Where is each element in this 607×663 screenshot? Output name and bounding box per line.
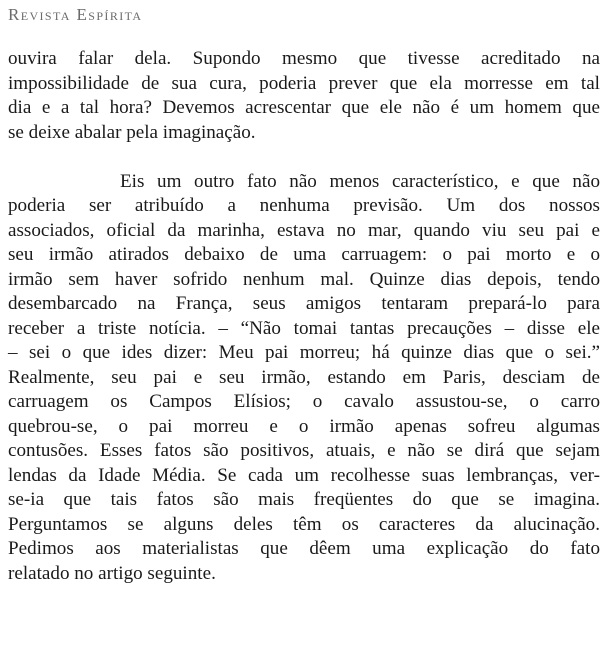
text-line: receber a triste notícia. – “Não tomai tantas precauções – disse ele bbox=[8, 317, 600, 339]
text-line: lendas da Idade Média. Se cada um recolhesse suas lembranças, ver- bbox=[8, 464, 600, 486]
text-line: Pedimos aos materialistas que dêem uma explicação do fato bbox=[8, 538, 600, 559]
text-line: carruagem os Campos Elísios; o cavalo assustou-se, o carro bbox=[8, 391, 600, 412]
text-line: poderia ser atribuído a nenhuma previsão. Um dos nossos bbox=[8, 195, 600, 216]
text-line: ouvira falar dela. Supondo mesmo que tivesse acreditado na bbox=[8, 48, 600, 69]
text-line: se deixe abalar pela imaginação. bbox=[8, 121, 256, 143]
text-line: Eis um outro fato não menos característico, e que não bbox=[120, 170, 600, 192]
text-line: quebrou-se, o pai morreu e o irmão apenas sofreu algumas bbox=[8, 415, 600, 437]
text-line: contusões. Esses fatos são positivos, atuais, e não se dirá que sejam bbox=[8, 440, 600, 461]
text-line: seu irmão atirados debaixo de uma carruagem: o pai morto e o bbox=[8, 244, 600, 265]
text-line: Perguntamos se alguns deles têm os caracteres da alucinação. bbox=[8, 513, 600, 535]
text-line: – sei o que ides dizer: Meu pai morreu; há quinze dias que o sei.” bbox=[8, 342, 600, 363]
text-line: impossibilidade de sua cura, poderia prever que ela morresse em tal bbox=[8, 72, 600, 94]
text-line: relatado no artigo seguinte. bbox=[8, 562, 216, 584]
text-line: Realmente, seu pai e seu irmão, estando em Paris, desciam de bbox=[8, 366, 600, 388]
text-line: associados, oficial da marinha, estava no mar, quando viu seu pai e bbox=[8, 219, 600, 241]
text-line: desembarcado na França, seus amigos tentaram prepará-lo para bbox=[8, 293, 600, 314]
text-line: irmão sem haver sofrido nenhum mal. Quinze dias depois, tendo bbox=[8, 268, 600, 290]
running-head: Revista Espírita bbox=[8, 5, 143, 24]
text-line: dia e a tal hora? Devemos acrescentar que ele não é um homem que bbox=[8, 97, 600, 118]
text-line: se-ia que tais fatos são mais freqüentes do que se imagina. bbox=[8, 489, 600, 510]
body-text bbox=[8, 47, 600, 586]
paragraph bbox=[8, 170, 600, 587]
paragraph bbox=[8, 47, 600, 145]
paragraph-gap bbox=[8, 145, 600, 170]
